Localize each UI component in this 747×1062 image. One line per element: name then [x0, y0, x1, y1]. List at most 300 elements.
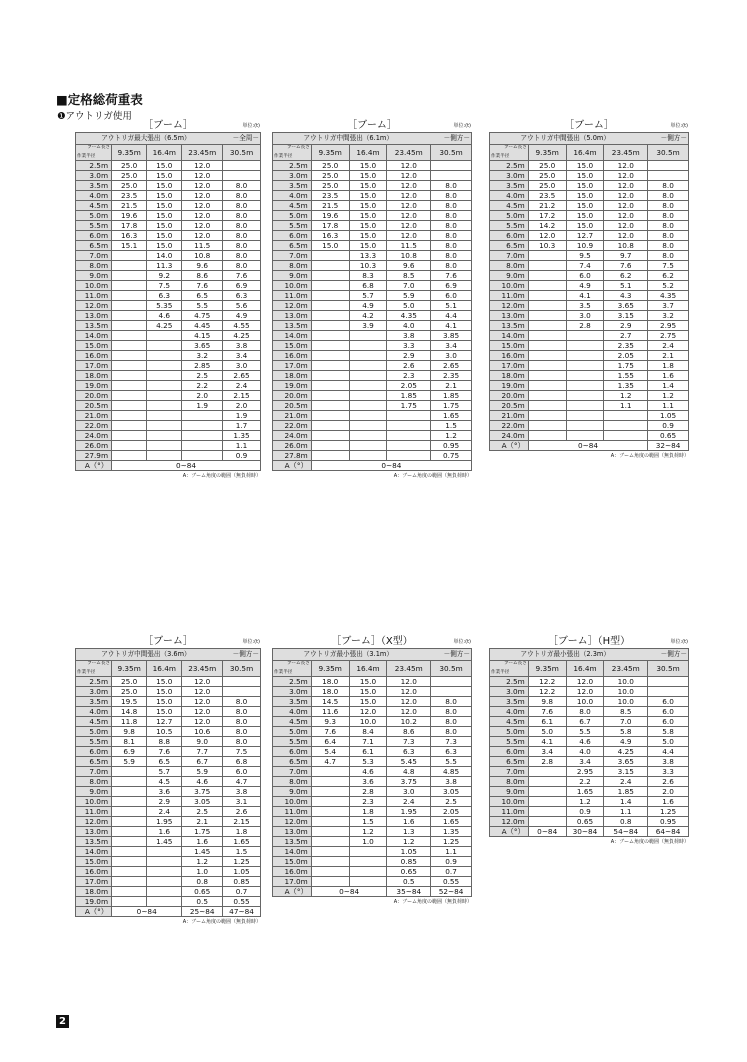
- load-value: 1.65: [431, 411, 472, 421]
- load-value: [311, 311, 349, 321]
- working-radius: 20.0m: [76, 391, 112, 401]
- working-radius: 3.5m: [490, 697, 529, 707]
- load-value: 12.0: [182, 707, 223, 717]
- working-radius: 16.0m: [76, 867, 112, 877]
- load-value: 1.2: [182, 857, 223, 867]
- load-value: 1.8: [648, 361, 689, 371]
- table-row: [490, 391, 689, 401]
- working-radius: 11.0m: [76, 807, 112, 817]
- working-radius: 8.0m: [273, 777, 312, 787]
- page-title: ■定格総荷重表: [56, 92, 143, 107]
- working-radius: 13.0m: [273, 311, 312, 321]
- load-value: [182, 411, 223, 421]
- load-value: 12.0: [604, 201, 648, 211]
- working-radius: 8.0m: [76, 777, 112, 787]
- working-radius: 7.0m: [490, 251, 529, 261]
- load-value: 6.5: [147, 757, 182, 767]
- load-value: 1.1: [431, 847, 472, 857]
- table-row: [273, 321, 472, 331]
- working-radius: 10.0m: [273, 797, 312, 807]
- load-value: 5.8: [604, 727, 648, 737]
- load-value: 8.0: [223, 707, 261, 717]
- load-value: 3.6: [147, 787, 182, 797]
- load-value: 2.95: [648, 321, 689, 331]
- table-row: [490, 727, 689, 737]
- angle-label: A（°）: [490, 827, 529, 837]
- load-value: 4.5: [147, 777, 182, 787]
- load-value: [223, 171, 261, 181]
- table-row: [490, 797, 689, 807]
- table-row: [76, 301, 261, 311]
- table-row: [76, 221, 261, 231]
- load-value: 4.9: [604, 737, 648, 747]
- load-value: 3.4: [223, 351, 261, 361]
- load-value: [528, 807, 566, 817]
- working-radius: 20.5m: [76, 401, 112, 411]
- boom-length: 16.4m: [349, 661, 387, 677]
- load-value: 12.0: [604, 191, 648, 201]
- table-row: [76, 431, 261, 441]
- load-value: 6.3: [387, 747, 431, 757]
- load-value: [566, 331, 604, 341]
- load-value: 8.0: [648, 181, 689, 191]
- load-value: 1.55: [604, 371, 648, 381]
- boom-title: ［ブーム］（H型）: [547, 636, 631, 647]
- working-radius: 13.5m: [76, 321, 112, 331]
- load-value: 19.5: [112, 697, 147, 707]
- boom-length-header: [273, 661, 472, 677]
- load-value: 2.05: [431, 807, 472, 817]
- table-row: [76, 897, 261, 907]
- angle-row: [273, 887, 472, 897]
- load-table-3: [489, 116, 689, 459]
- table-row: [273, 441, 472, 451]
- load-value: 12.0: [387, 171, 431, 181]
- load-value: [311, 351, 349, 361]
- table-header: [75, 632, 261, 648]
- load-value: 15.0: [147, 181, 182, 191]
- load-value: 2.65: [431, 361, 472, 371]
- load-value: [112, 311, 147, 321]
- load-value: 8.0: [223, 737, 261, 747]
- table-row: [490, 787, 689, 797]
- working-radius: 10.0m: [76, 797, 112, 807]
- working-radius: 18.0m: [490, 371, 529, 381]
- corner-boom-label: ブーム長さ: [503, 145, 527, 150]
- load-value: [223, 161, 261, 171]
- working-radius: 6.0m: [76, 747, 112, 757]
- working-radius: 26.0m: [273, 441, 312, 451]
- working-radius: 4.5m: [490, 201, 529, 211]
- load-value: 15.0: [311, 241, 349, 251]
- working-radius: 21.0m: [273, 411, 312, 421]
- load-value: 15.0: [349, 677, 387, 687]
- load-value: 15.0: [349, 211, 387, 221]
- load-value: [112, 391, 147, 401]
- load-value: 8.0: [648, 221, 689, 231]
- load-value: 15.0: [566, 201, 604, 211]
- table-row: [273, 291, 472, 301]
- load-value: [311, 807, 349, 817]
- load-value: 15.0: [566, 171, 604, 181]
- load-value: 13.3: [349, 251, 387, 261]
- load-value: 10.8: [387, 251, 431, 261]
- table-row: [273, 867, 472, 877]
- working-radius: 15.0m: [273, 857, 312, 867]
- load-value: 0.65: [182, 887, 223, 897]
- load-value: [311, 451, 349, 461]
- load-value: 1.1: [223, 441, 261, 451]
- load-value: 8.4: [349, 727, 387, 737]
- table-header: [489, 632, 689, 648]
- working-radius: 10.0m: [490, 281, 529, 291]
- load-value: 25.0: [112, 181, 147, 191]
- table-row: [490, 401, 689, 411]
- angle-label: A（°）: [76, 907, 112, 917]
- table-row: [490, 707, 689, 717]
- load-value: 0.5: [182, 897, 223, 907]
- boom-length: 30.5m: [648, 145, 689, 161]
- load-value: 1.95: [387, 807, 431, 817]
- load-value: 6.0: [223, 767, 261, 777]
- table-row: [273, 687, 472, 697]
- boom-length: 16.4m: [566, 145, 604, 161]
- working-radius: 13.0m: [273, 827, 312, 837]
- angle-label: A（°）: [273, 461, 312, 471]
- load-value: [349, 877, 387, 887]
- load-value: 19.6: [112, 211, 147, 221]
- working-radius: 26.0m: [76, 441, 112, 451]
- working-radius: 13.0m: [76, 827, 112, 837]
- load-value: 1.4: [604, 797, 648, 807]
- table-row: [273, 231, 472, 241]
- load-value: 18.0: [311, 687, 349, 697]
- load-value: 8.0: [223, 231, 261, 241]
- working-radius: 16.0m: [273, 351, 312, 361]
- load-value: 12.0: [387, 677, 431, 687]
- load-value: 3.8: [431, 777, 472, 787]
- load-value: 2.6: [648, 777, 689, 787]
- angle-note: A：ブーム角度の範囲（無負荷時）: [182, 473, 261, 479]
- load-value: [311, 847, 349, 857]
- load-value: 3.8: [387, 331, 431, 341]
- table-row: [273, 351, 472, 361]
- table-row: [490, 351, 689, 361]
- load-value: 4.75: [182, 311, 223, 321]
- condition-row: [490, 649, 689, 661]
- load-value: 8.0: [223, 727, 261, 737]
- load-value: [349, 351, 387, 361]
- angle-row: [76, 907, 261, 917]
- angle-range: 30~84: [566, 827, 604, 837]
- boom-length: 9.35m: [112, 145, 147, 161]
- load-value: [112, 797, 147, 807]
- working-radius: 27.9m: [76, 451, 112, 461]
- load-value: [311, 321, 349, 331]
- load-value: [112, 837, 147, 847]
- table-row: [273, 251, 472, 261]
- table-row: [76, 161, 261, 171]
- load-value: [311, 411, 349, 421]
- table-row: [490, 271, 689, 281]
- load-value: [528, 361, 566, 371]
- load-value: 0.95: [648, 817, 689, 827]
- load-value: 0.9: [566, 807, 604, 817]
- load-value: 11.6: [311, 707, 349, 717]
- load-value: [528, 341, 566, 351]
- boom-length: 9.35m: [311, 145, 349, 161]
- load-value: 0.65: [648, 431, 689, 441]
- table-row: [76, 201, 261, 211]
- working-radius: 3.0m: [490, 171, 529, 181]
- angle-range: 35~84: [387, 887, 431, 897]
- boom-length: 23.45m: [182, 145, 223, 161]
- load-value: 12.7: [147, 717, 182, 727]
- working-radius: 6.0m: [273, 747, 312, 757]
- load-value: 3.0: [223, 361, 261, 371]
- load-value: 5.5: [182, 301, 223, 311]
- load-value: 12.2: [528, 677, 566, 687]
- table-row: [76, 231, 261, 241]
- load-value: 15.0: [147, 161, 182, 171]
- load-value: 4.35: [387, 311, 431, 321]
- working-radius: 3.5m: [273, 181, 312, 191]
- load-value: 5.3: [349, 757, 387, 767]
- load-value: 0.9: [431, 857, 472, 867]
- table-row: [490, 817, 689, 827]
- load-value: 14.5: [311, 697, 349, 707]
- load-value: 12.0: [182, 677, 223, 687]
- load-value: [349, 391, 387, 401]
- working-radius: 20.0m: [490, 391, 529, 401]
- working-radius: 5.0m: [273, 727, 312, 737]
- load-value: 1.85: [604, 787, 648, 797]
- load-value: 1.65: [431, 817, 472, 827]
- working-radius: 9.0m: [273, 787, 312, 797]
- working-radius: 18.0m: [273, 371, 312, 381]
- load-value: [147, 401, 182, 411]
- load-value: [147, 887, 182, 897]
- load-value: [112, 321, 147, 331]
- load-value: [349, 331, 387, 341]
- load-value: [349, 381, 387, 391]
- working-radius: 5.5m: [76, 221, 112, 231]
- table-row: [273, 877, 472, 887]
- load-chart-table: [272, 132, 472, 471]
- working-radius: 11.0m: [490, 807, 529, 817]
- load-value: 0.5: [387, 877, 431, 887]
- table-row: [76, 877, 261, 887]
- working-radius: 3.5m: [76, 181, 112, 191]
- table-row: [273, 677, 472, 687]
- load-value: [528, 291, 566, 301]
- angle-range: 32~84: [648, 441, 689, 451]
- working-radius: 14.0m: [273, 847, 312, 857]
- working-radius: 12.0m: [490, 817, 529, 827]
- load-value: 1.05: [223, 867, 261, 877]
- table-row: [273, 797, 472, 807]
- corner-boom-label: ブーム長さ: [503, 661, 527, 666]
- table-row: [273, 201, 472, 211]
- table-row: [76, 727, 261, 737]
- load-value: 0.65: [387, 867, 431, 877]
- load-value: 3.4: [431, 341, 472, 351]
- load-value: 3.0: [387, 787, 431, 797]
- load-value: 9.5: [566, 251, 604, 261]
- load-value: 6.3: [147, 291, 182, 301]
- load-value: [431, 171, 472, 181]
- load-value: [311, 361, 349, 371]
- working-radius: 14.0m: [76, 331, 112, 341]
- load-value: [566, 411, 604, 421]
- table-row: [273, 787, 472, 797]
- working-radius: 3.5m: [76, 697, 112, 707]
- table-row: [273, 261, 472, 271]
- load-value: 0.9: [223, 451, 261, 461]
- load-value: 1.4: [648, 381, 689, 391]
- load-value: 23.5: [311, 191, 349, 201]
- load-value: 1.65: [223, 837, 261, 847]
- load-value: [311, 261, 349, 271]
- load-value: 15.0: [349, 191, 387, 201]
- load-value: 1.95: [147, 817, 182, 827]
- unit-label: 単位:(t): [670, 123, 688, 129]
- load-value: 12.0: [387, 191, 431, 201]
- load-value: 2.4: [648, 341, 689, 351]
- load-value: 9.2: [147, 271, 182, 281]
- load-value: 4.4: [431, 311, 472, 321]
- working-radius: 11.0m: [490, 291, 529, 301]
- load-value: 12.0: [182, 717, 223, 727]
- load-value: 12.0: [387, 707, 431, 717]
- load-value: [112, 787, 147, 797]
- load-value: 8.0: [431, 191, 472, 201]
- corner-boom-label: ブーム長さ: [87, 661, 111, 666]
- load-value: 8.0: [431, 697, 472, 707]
- load-value: 25.0: [112, 161, 147, 171]
- working-radius: 13.5m: [273, 321, 312, 331]
- load-value: 1.6: [147, 827, 182, 837]
- load-value: [528, 787, 566, 797]
- load-value: [112, 887, 147, 897]
- load-value: 8.6: [387, 727, 431, 737]
- load-value: [648, 687, 689, 697]
- load-value: 1.9: [182, 401, 223, 411]
- load-value: 1.75: [182, 827, 223, 837]
- table-row: [76, 847, 261, 857]
- load-value: [528, 391, 566, 401]
- load-chart-table: [489, 132, 689, 451]
- load-value: 15.1: [112, 241, 147, 251]
- load-table-4: [75, 632, 261, 925]
- load-value: 4.1: [431, 321, 472, 331]
- load-value: 15.0: [349, 231, 387, 241]
- load-value: [147, 411, 182, 421]
- load-value: [349, 867, 387, 877]
- load-value: [112, 767, 147, 777]
- load-value: [112, 451, 147, 461]
- table-row: [76, 697, 261, 707]
- working-radius: 12.0m: [273, 301, 312, 311]
- load-direction: －側方－: [660, 134, 687, 142]
- load-value: 11.3: [147, 261, 182, 271]
- load-direction: －側方－: [443, 650, 470, 658]
- working-radius: 5.5m: [76, 737, 112, 747]
- load-value: 15.0: [147, 171, 182, 181]
- table-row: [490, 697, 689, 707]
- load-value: 14.8: [112, 707, 147, 717]
- load-value: [112, 441, 147, 451]
- load-value: 2.4: [604, 777, 648, 787]
- load-value: [112, 897, 147, 907]
- boom-length: 16.4m: [147, 661, 182, 677]
- angle-note: A：ブーム角度の範囲（無負荷時）: [182, 919, 261, 925]
- load-value: 0.85: [387, 857, 431, 867]
- table-header: [272, 116, 472, 132]
- condition-row: [76, 133, 261, 145]
- boom-length: 23.45m: [387, 145, 431, 161]
- working-radius: 14.0m: [490, 331, 529, 341]
- load-value: 12.0: [566, 687, 604, 697]
- table-row: [490, 311, 689, 321]
- load-value: 9.3: [311, 717, 349, 727]
- load-value: 7.6: [528, 707, 566, 717]
- load-value: 2.9: [604, 321, 648, 331]
- load-value: 1.2: [349, 827, 387, 837]
- load-value: 10.8: [604, 241, 648, 251]
- table-row: [76, 271, 261, 281]
- working-radius: 5.0m: [76, 211, 112, 221]
- load-value: [147, 331, 182, 341]
- load-value: 12.0: [182, 211, 223, 221]
- working-radius: 2.5m: [273, 161, 312, 171]
- load-value: 9.8: [112, 727, 147, 737]
- table-header: [75, 116, 261, 132]
- load-value: [147, 847, 182, 857]
- load-value: 1.65: [566, 787, 604, 797]
- load-value: 5.2: [648, 281, 689, 291]
- load-value: 2.2: [566, 777, 604, 787]
- load-value: [223, 677, 261, 687]
- working-radius: 15.0m: [273, 341, 312, 351]
- load-value: 2.5: [182, 807, 223, 817]
- load-value: 10.5: [147, 727, 182, 737]
- table-row: [490, 211, 689, 221]
- load-value: 8.0: [431, 211, 472, 221]
- load-value: 7.0: [387, 281, 431, 291]
- load-value: [349, 411, 387, 421]
- load-value: [112, 251, 147, 261]
- load-value: [311, 281, 349, 291]
- table-row: [76, 857, 261, 867]
- load-value: [349, 341, 387, 351]
- load-value: 2.3: [349, 797, 387, 807]
- load-value: [528, 261, 566, 271]
- load-value: 1.6: [648, 797, 689, 807]
- load-value: 8.0: [648, 201, 689, 211]
- working-radius: 22.0m: [273, 421, 312, 431]
- load-value: 12.0: [604, 171, 648, 181]
- load-value: 1.8: [223, 827, 261, 837]
- table-row: [490, 381, 689, 391]
- load-value: [147, 351, 182, 361]
- load-value: [112, 867, 147, 877]
- load-value: 17.8: [311, 221, 349, 231]
- working-radius: 4.5m: [273, 717, 312, 727]
- load-value: 5.0: [648, 737, 689, 747]
- load-value: [311, 301, 349, 311]
- load-value: 8.0: [223, 261, 261, 271]
